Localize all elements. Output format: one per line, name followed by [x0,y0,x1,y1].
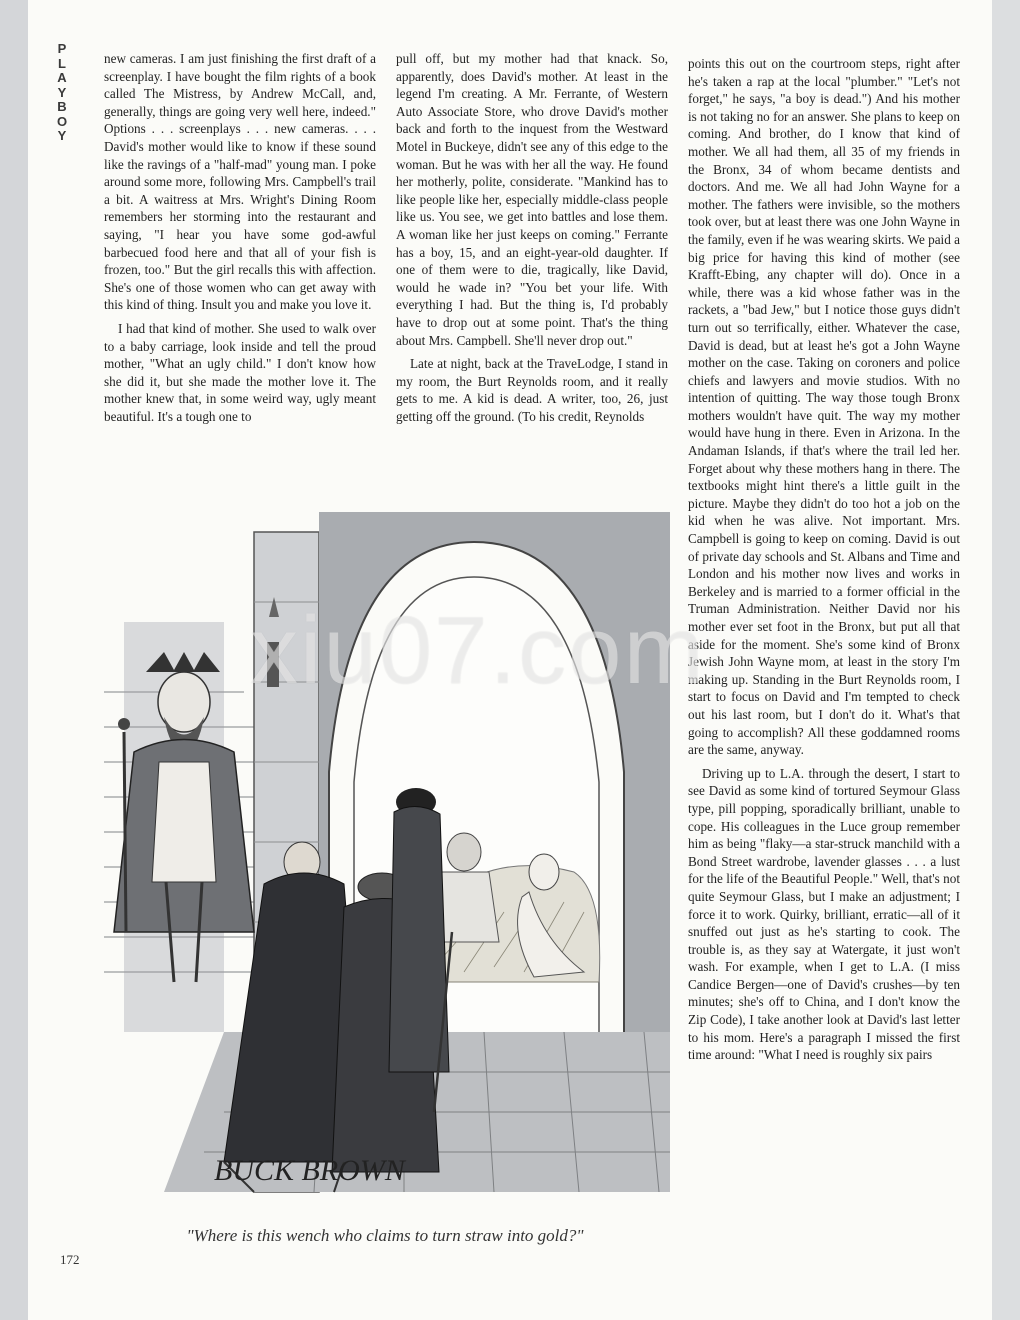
running-head-letter: O [56,113,68,129]
text-column-1 [104,50,376,425]
running-head-letter: P [57,41,67,56]
body-paragraph: pull off, but my mother had that knack. So, apparently, does David's mother. At least in the legend I'm creating. A Mr. Ferrante, of Western Auto Associate Store, who drove David's mother back and forth to the inquest from the Westward Motel in Buckeye, didn't see any of this edge to the woman. But he was with her all the way. He found her motherly, polite, considerate. "Mankind has to like people like her, especially middle-class people like us. You see, we get into battles and lose them. A woman like her just keeps on coming." Ferrante has a boy, 15, and an eight-year-old daughter. If one of them were to die, tragically, like David, would he wade in? "You bet your life. With everything I had. But the thing is, I'd probably have to drop out at some point. That's the thing about Mrs. Campbell. She'll never drop out." [396,51,668,348]
text-column-3 [688,55,960,1064]
running-head-letter: A [57,70,67,85]
body-paragraph: I had that kind of mother. She used to walk over to a baby carriage, look inside and tell the proud mother, "What an ugly child." I don't know how she did it, but she made the mother love it. The mother knew that, in some weird way, ugly meant beautiful. It's a tough one to [104,320,376,424]
body-paragraph: Driving up to L.A. through the desert, I start to see David as some kind of tortured Seymour Glass type, pill popping, sporadically brilliant, unable to cope. His colleagues in the Luce group remember him as being "flaky—a star-struck manchild with a Bond Street wardrobe, lavender glasses . . . a lust for the life of the Beautiful People." Well, that's not quite Seymour Glass, but I make an adjustment; I force it to work. Quirky, brilliant, erratic—all of it snuffed out just as he's starting to cook. The trouble is, as they say at Watergate, it just won't wash. For example, when I get to L.A. (I miss Candice Bergen—one of David's crushes—by ten minutes; she's off to China, and I don't know the Zip Code), I take another look at David's last letter to his mom. Here's a paragraph I missed the first time around: "What I need is roughly six pairs [688,765,960,1063]
body-paragraph: Late at night, back at the TraveLodge, I stand in my room, the Burt Reynolds room, and it really gets to me. A kid is dead. A writer, too, 26, just getting off the ground. (To his credit, Reynolds [396,356,668,424]
page-number: 172 [60,1252,80,1267]
running-head-letter: Y [57,84,67,100]
cartoon-caption: "Where is this wench who claims to turn straw into gold?" [186,1226,584,1245]
body-paragraph: points this out on the courtroom steps, right after he's taken a rap at the local "plumber." "Let's not forget," he says, "a boy is dead.") And his mother is not taking no for an answer. She plans to keep on coming. And brother, do I know that kind of mother. We all had them, all 35 of my friends in the Bronx, 34 of whom became dentists and doctors. And me. We all had John Wayne for a mother. The fathers were invisible, so the mothers took over, but at least there was one John Wayne in the family, even if he was wearing skirts. We paid a big price for having this kind of mother (see Krafft-Ebing, any chapter will do). Once in a while, there was a kid whose father was in the rackets, a "bad Jew," but I notice those guys didn't turn out so terrifically, either. Whatever the case, David is dead, but at least he's got a John Wayne mother on the case. Taking on coroners and police chiefs and lawyers and movie studios. With no intention of quitting. The way those tough Bronx mothers wouldn't have quit. The way my mother would have hung in there. Even in Arizona. In the Andaman Islands, if that's where the trail led her. Forget about why these mothers hang in there. The textbooks might hint there's a little guilt in the picture. Maybe they didn't do too hot a job on the kid when he was alive. Not important. Mrs. Campbell is going to keep on coming. David is out of private day schools and St. Albans and Time and London and his mother now lives and works in Berkeley and is married to a former official in the Truman Administration. Neither David nor his mother ever set foot in the Bronx, but put all that aside for the moment. She's some kind of Bronx Jewish John Wayne mom, at least in the story I'm making up. Standing in the Burt Reynolds room, I start to focus on David and I'm tempted to check out his last room, but I don't do it. What's that going to accomplish? All these goddamned rooms are the same, anyway. [688,56,960,758]
cartoon-illustration [104,512,670,1222]
body-paragraph: new cameras. I am just finishing the first draft of a screenplay. I have bought the film rights of a book called The Mistress, by Andrew McCall, and, generally, things are going very well here, indeed." Options . . . screenplays . . . new cameras. . . . David's mother would like to know if these sound like the ravings of a "half-mad" young man. I poke around some more, following Mrs. Campbell's trail a bit. A waitress at Mrs. Wright's Dining Room remembers her storming into the restaurant and saying, "I hear you have some god-awful barbecued food here and that all of your fish is frozen, too." But the girl recalls this with affection. She's one of those women who can get away with this kind of thing. Insult you and make you love it. [104,51,376,313]
scan-border-right [992,0,1020,1320]
cartoonist-signature: BUCK BROWN [214,1154,405,1187]
text-column-2 [396,50,668,425]
running-head-playboy [54,42,70,144]
scan-border-left [0,0,28,1320]
running-head-letter: B [57,99,67,114]
watermark: xiu07.com [250,597,706,704]
running-head-letter: L [58,55,66,71]
running-head-letter: Y [57,128,67,143]
